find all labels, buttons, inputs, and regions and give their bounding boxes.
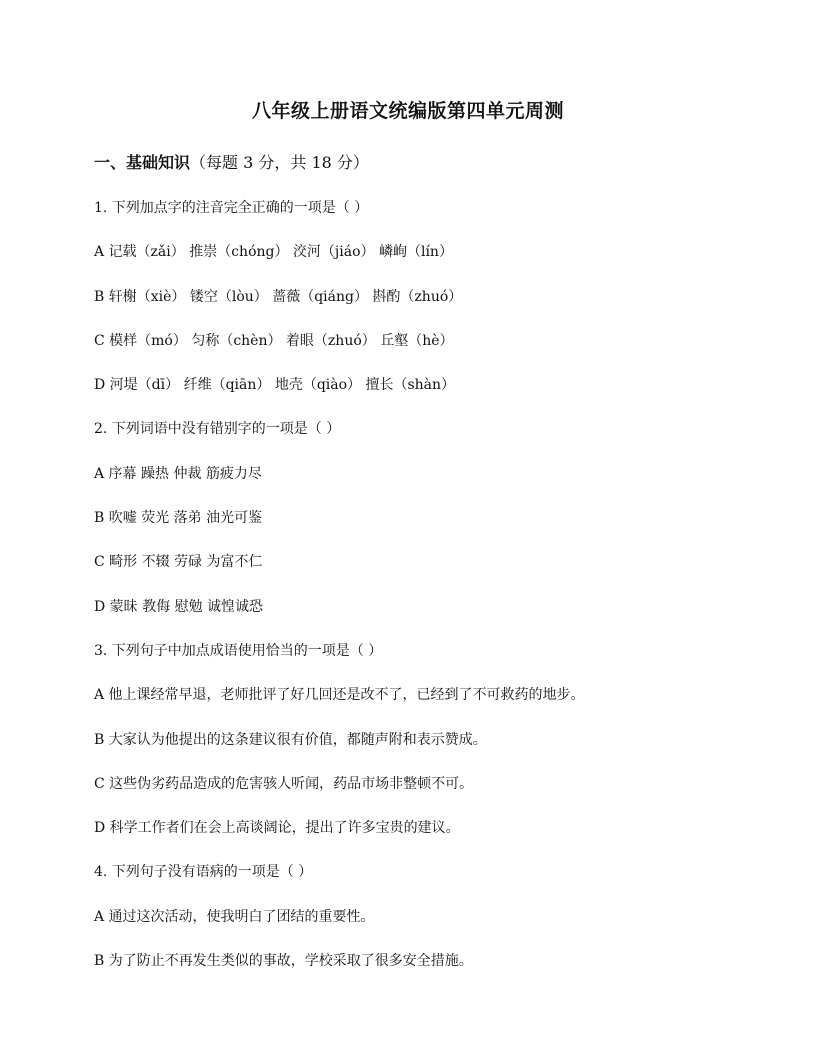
option-line: D 科学工作者们在会上高谈阔论，提出了许多宝贵的建议。: [94, 820, 460, 837]
option-line: C 这些伪劣药品造成的危害骇人听闻，药品市场非整顿不可。: [94, 775, 474, 792]
option-line: B 大家认为他提出的这条建议很有价值，都随声附和表示赞成。: [94, 731, 487, 748]
question-line: 2. 下列词语中没有错别字的一项是（ ）: [94, 421, 341, 438]
option-line: A 他上课经常早退，老师批评了好几回还是改不了，已经到了不可救药的地步。: [94, 687, 585, 704]
section-heading-note: （每题 3 分，共 18 分）: [190, 153, 369, 172]
section-heading: [94, 150, 369, 173]
question-line: 4. 下列句子没有语病的一项是（ ）: [94, 864, 313, 881]
option-line: D 河堤（dī） 纤维（qiān） 地壳（qiào） 擅长（shàn）: [94, 377, 456, 394]
option-line: B 为了防止不再发生类似的事故，学校采取了很多安全措施。: [94, 953, 473, 970]
question-line: 3. 下列句子中加点成语使用恰当的一项是（ ）: [94, 642, 383, 659]
option-line: B 吹嘘 荧光 落弟 油光可鉴: [94, 510, 263, 527]
page-title: 八年级上册语文统编版第四单元周测: [251, 100, 564, 122]
option-line: C 畸形 不辍 劳碌 为富不仁: [94, 554, 263, 571]
option-line: A 序幕 躁热 仲裁 筋疲力尽: [94, 465, 262, 482]
option-line: D 蒙昧 教侮 慰勉 诚惶诚恐: [94, 598, 264, 615]
option-line: C 模样（mó） 匀称（chèn） 着眼（zhuó） 丘壑（hè）: [94, 332, 454, 349]
option-line: A 通过这次活动，使我明白了团结的重要性。: [94, 908, 375, 925]
question-list: [94, 199, 774, 996]
question-line: 1. 下列加点字的注音完全正确的一项是（ ）: [94, 200, 369, 216]
option-line: B 轩榭（xiè） 镂空（lòu） 蔷薇（qiáng） 斟酌（zhuó）: [94, 288, 463, 305]
section-heading-label: 一、基础知识: [94, 153, 191, 172]
option-line: A 记载（zǎi） 推崇（chóng） 洨河（jiáo） 嶙峋（lín）: [94, 244, 453, 261]
